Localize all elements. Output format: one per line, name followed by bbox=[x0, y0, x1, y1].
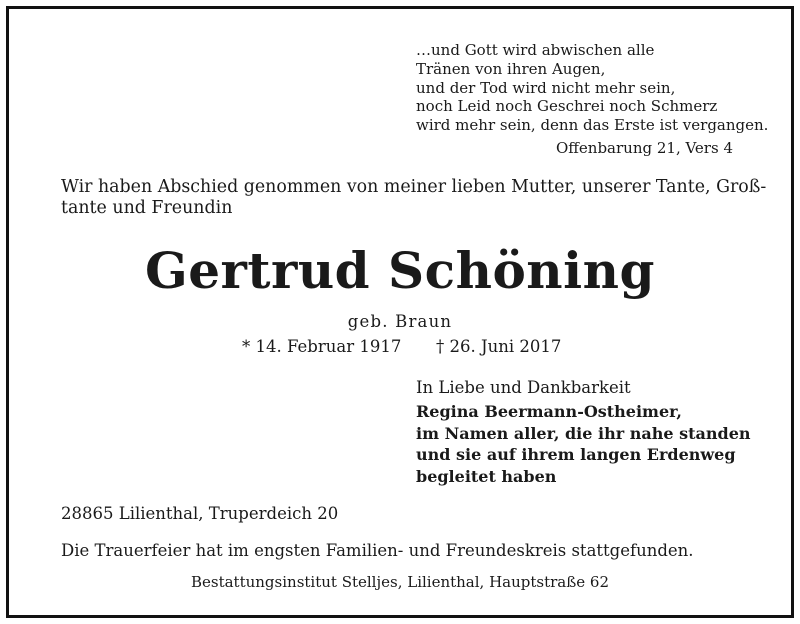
bible-verse bbox=[416, 41, 768, 135]
signature-line: im Namen aller, die ihr nahe standen bbox=[416, 423, 751, 443]
undertaker: Bestattungsinstitut Stelljes, Lilienthal, Hauptstraße 62 bbox=[190, 573, 609, 591]
mourners-signature bbox=[416, 401, 751, 487]
signature-line: Regina Beermann-Ostheimer, bbox=[416, 402, 682, 421]
signature-line: begleitet haben bbox=[416, 466, 557, 486]
maiden-name: geb. Braun bbox=[347, 312, 453, 331]
gratitude-line: In Liebe und Dankbarkeit bbox=[416, 378, 631, 397]
obituary-notice bbox=[6, 6, 794, 618]
signature-line: und sie auf ihrem langen Erdenweg bbox=[416, 445, 736, 464]
birth-date: * 14. Februar 1917 bbox=[242, 337, 402, 356]
intro-text bbox=[61, 177, 767, 219]
verse-line: noch Leid noch Geschrei noch Schmerz bbox=[416, 97, 718, 116]
intro-line: tante und Freundin bbox=[61, 198, 233, 218]
verse-line: …und Gott wird abwischen alle bbox=[416, 41, 655, 59]
service-note: Die Trauerfeier hat im engsten Familien- und Freundeskreis stattgefunden. bbox=[61, 541, 694, 560]
death-date: † 26. Juni 2017 bbox=[436, 337, 562, 356]
intro-line: Wir haben Abschied genommen von meiner lieben Mutter, unserer Tante, Groß- bbox=[61, 177, 767, 197]
verse-line: Tränen von ihren Augen, bbox=[416, 59, 606, 78]
verse-line: wird mehr sein, denn das Erste ist vergangen. bbox=[416, 116, 769, 135]
verse-line: und der Tod wird nicht mehr sein, bbox=[416, 78, 676, 97]
deceased-name: Gertrud Schöning bbox=[145, 241, 655, 300]
verse-source: Offenbarung 21, Vers 4 bbox=[555, 139, 733, 157]
address: 28865 Lilienthal, Truperdeich 20 bbox=[61, 504, 339, 523]
